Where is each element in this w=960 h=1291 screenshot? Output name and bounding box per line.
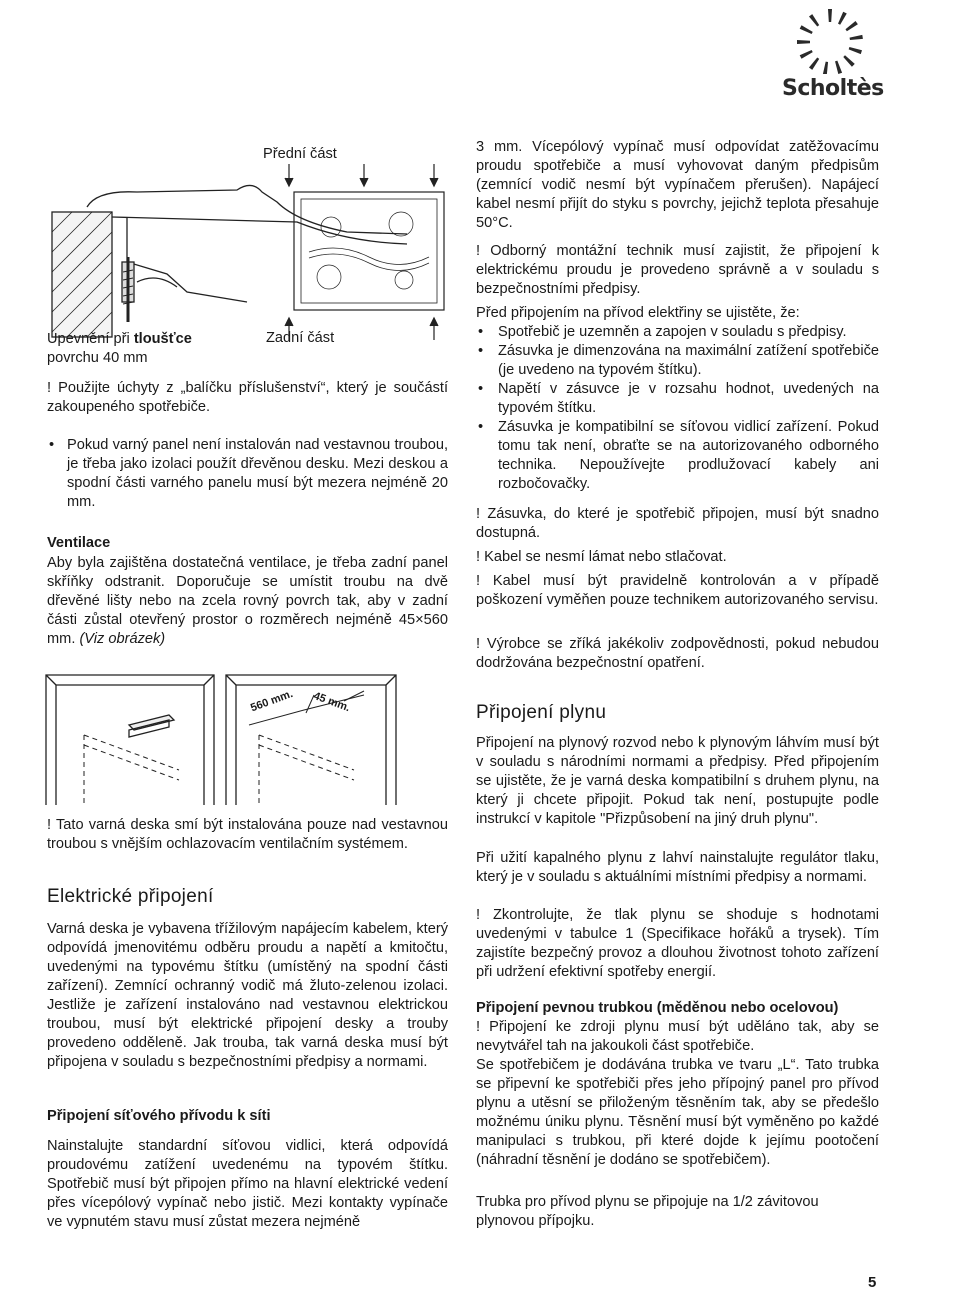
ventilation-heading: Ventilace <box>47 535 111 551</box>
fixing-caption-bold: tloušťce <box>133 331 192 347</box>
gas-pressure-warning: ! Zkontrolujte, že tlak plynu se shoduje s hodnotami uvedenými v tabulce 1 (Specifikace hořáků a trysek). Tím zajistíte bezpečný provoz a dlouhou životnost tohoto zařízení při udržení efektivní spotřeby energií. <box>476 907 879 980</box>
warning-cable-bend: ! Kabel se nesmí lámat nebo stlačovat. <box>476 549 727 565</box>
cabinet-ventilation-diagram <box>44 665 449 805</box>
brand-name: Scholtès <box>782 76 884 101</box>
warning-socket: ! Zásuvka, do které je spotřebič připojen, musí být snadno dostupná. <box>476 506 879 541</box>
ventilation-text <box>47 554 448 649</box>
list-item: • Napětí v zásuvce je v rozsahu hodnot, uvedených na typovém štítku. <box>476 380 879 418</box>
mains-text: Nainstalujte standardní síťovou vidlici, která odpovídá proudovému zatížení uvedenému na typovém štítku. Spotřebič musí být připojen přímo na hlavní elektrické vedení přes vícepólový vypínač nebo jistič. Mezi kontakty vypínače ve vypnutém stavu musí zůstat mezera nejméně <box>47 1138 448 1230</box>
list-item: • Zásuvka je dimenzována na maximální zatížení spotřebiče (je uvedeno na typovém štítku). <box>476 342 879 380</box>
list-item: • Spotřebič je uzemněn a zapojen v souladu s předpisy. <box>476 323 879 342</box>
pipe-thread-text: Trubka pro přívod plynu se připojuje na 1/2 závitovou plynovou přípojku. <box>476 1194 819 1229</box>
ventilation-figure <box>44 665 449 805</box>
ventilation-body: Aby byla zajištěna dostatečná ventilace, je třeba zadní panel skříňky odstranit. Doporučuje se umístit troubu na dvě dřevěné lišty nebo na zcela rovný povrch tak, aby v zadní části zůstal otevřený prostor o rozměrech nejméně 45×560 mm. <box>47 555 448 647</box>
warning-cable-check: ! Kabel musí být pravidelně kontrolován a v případě poškození vyměňen pouze technikem autorizovaného servisu. <box>476 573 879 608</box>
warning-technician: ! Odborný montážní technik musí zajistit, že připojení k elektrickému proudu je provedeno správně a v souladu s bezpečnostními předpisy. <box>476 243 879 297</box>
pipe-heading: Připojení pevnou trubkou (měděnou nebo ocelovou) <box>476 1000 839 1016</box>
hob-top-view-diagram <box>279 162 469 352</box>
checks-list <box>476 323 879 494</box>
list-item: • Pokud varný panel není instalován nad vestavnou troubou, je třeba jako izolaci použít dřevěnou desku. Mezi deskou a spodní části varného panelu musí být mezera nejméně 20 mm. <box>47 436 448 512</box>
oven-bullet-list <box>47 436 448 512</box>
warning-liability: ! Výrobce se zříká jakékoliv zodpovědnosti, pokud nebudou dodržována bezpečnostní opatření. <box>476 636 879 671</box>
electrical-text: Varná deska je vybavena třížilovým napájecím kabelem, který odpovídá jmenovitému odběru proudu a napětí a kmitočtu, uvedenými na typovému štítku (umístěný na spodní části zařízení). Zemnící ochranný vodič má žluto-zelenou izolaci. Jestliže je zařízení instalováno nad vestavnou elektrickou troubou, musí být elektrické připojení desky a trouby provedeno odděleně. Jak trouba, tak varná deska musí být připojena v souladu s bezpečnostními předpisy a normami. <box>47 921 448 1070</box>
ventilation-ref: (Viz obrázek) <box>79 631 166 647</box>
dimension-45-label: 45 mm. <box>311 690 352 715</box>
brand-logo <box>780 4 884 104</box>
fixing-caption-prefix: Upevnění při <box>47 331 134 347</box>
fixing-caption <box>47 330 247 368</box>
continuation-text: 3 mm. Vícepólový vypínač musí odpovídat zatěžovacímu proudu spotřebiče a musí vyhovovat daným předpisům (zemnící vodič nesmí být vypínačem přerušen). Napájecí kabel nesmí přijít do styku s povrchy, jejichž teplota přesahuje 50°C. <box>476 139 879 231</box>
list-item: • Zásuvka je kompatibilní se síťovou vidlicí zařízení. Pokud tomu tak není, obraťte se na autorizovaného odborného technika. Nepoužívejte prodlužovací kabely ani rozbočovačky. <box>476 418 879 494</box>
page-number: 5 <box>868 1274 877 1291</box>
gas-bottles-text: Při užití kapalného plynu z lahví nainstalujte regulátor tlaku, který je v souladu s aktuálními místními předpisy a normami. <box>476 850 879 885</box>
hob-fixing-figure <box>47 140 457 366</box>
pipe-text: Se spotřebičem je dodávána trubka ve tvaru „L“. Tato trubka se připevní ke spotřebiči přes jeho přípojný panel pro přívod plynu a utěsní se přiloženým těsněním tak, aby se předešlo možnému úniku plynu. Těsnění musí být vyměněno po každé manipulaci s trubkou, při které dojde k jejímu pootočení (náhradní těsnění je dodáno se spotřebičem). <box>476 1057 879 1168</box>
warning-oven: ! Tato varná deska smí být instalována pouze nad vestavnou troubou s vnějším ochlazovacím ventilačním systémem. <box>47 817 448 852</box>
warning-accessories: ! Použijte úchyty z „balíčku příslušenství“, který je součástí zakoupeného spotřebiče. <box>47 380 448 415</box>
dimension-560-label: 560 mm. <box>249 687 295 715</box>
fixing-caption-line2: povrchu 40 mm <box>47 350 148 366</box>
back-label: Zadní část <box>266 330 335 346</box>
checks-intro: Před připojením na přívod elektřiny se ujistěte, že: <box>476 305 800 321</box>
electrical-heading: Elektrické připojení <box>47 886 214 907</box>
front-label: Přední část <box>263 146 337 162</box>
gas-heading: Připojení plynu <box>476 702 607 723</box>
pipe-warning: ! Připojení ke zdroji plynu musí být uděláno tak, aby se nevytvářel tah na jakoukoli část spotřebiče. <box>476 1019 879 1054</box>
mains-heading: Připojení síťového přívodu k síti <box>47 1108 271 1124</box>
sun-logo-icon <box>780 4 880 74</box>
gas-text: Připojení na plynový rozvod nebo k plynovým láhvím musí být v souladu s národními normami a předpisy. Před připojením se ujistěte, že je varná deska kompatibilní s druhem plynu, na který ji chcete připojit. Pokud tak není, postupujte podle instrukcí v kapitole "Přizpůsobení na jiný druh plynu". <box>476 735 879 827</box>
